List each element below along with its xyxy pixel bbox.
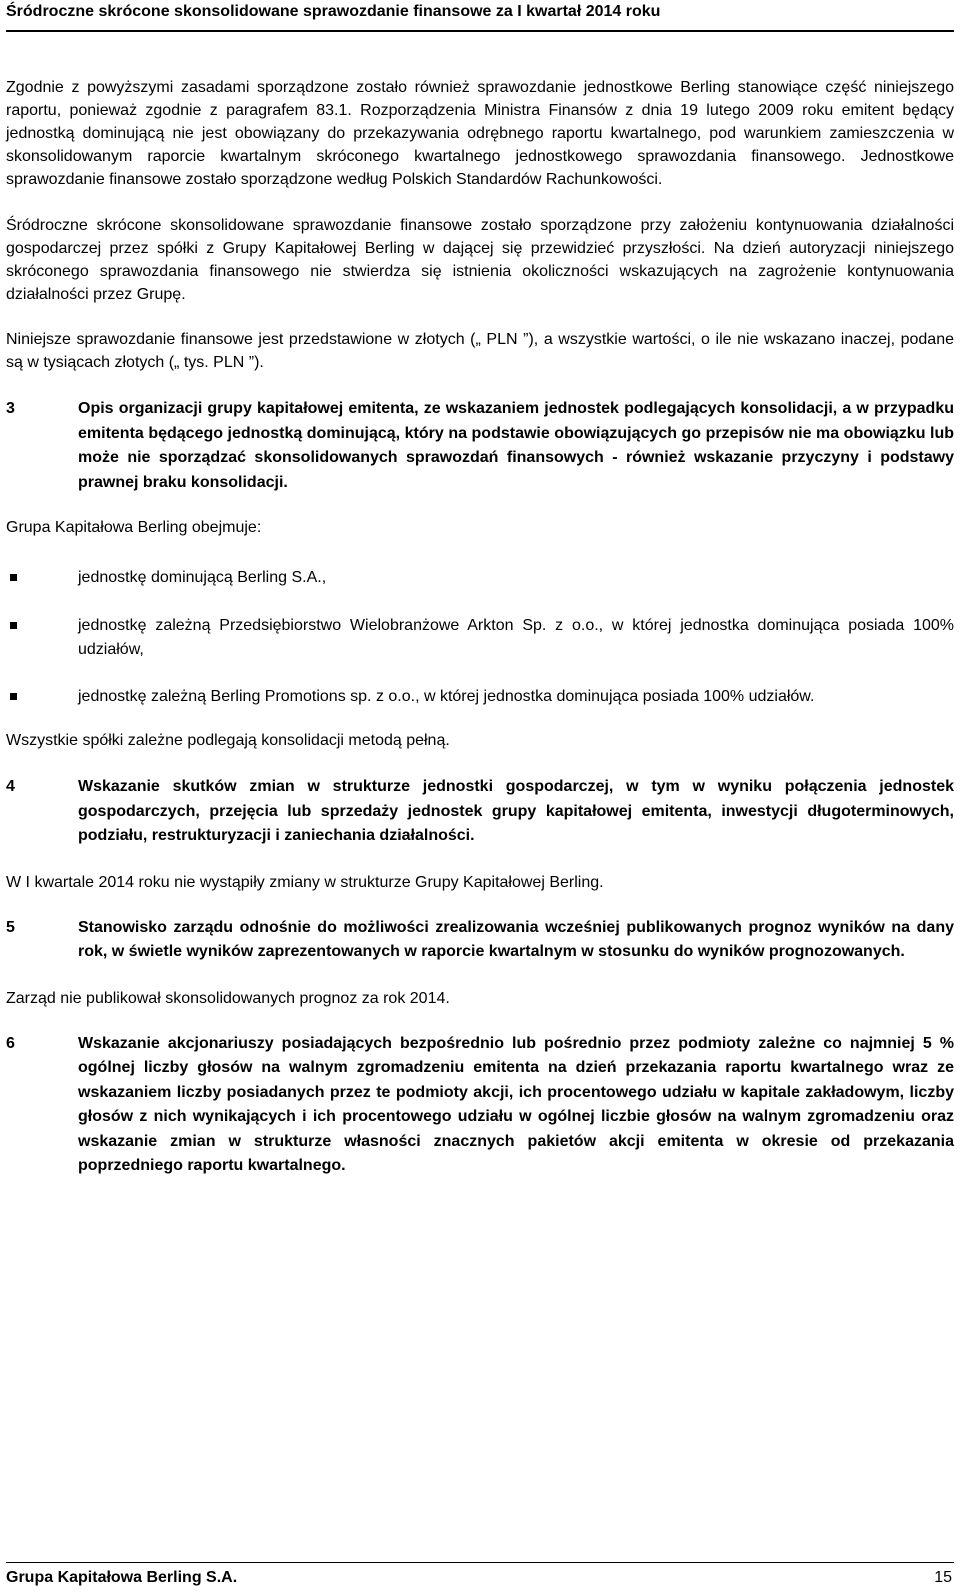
page-number: 15: [934, 1569, 952, 1586]
section-title: Opis organizacji grupy kapitałowej emitenta, ze wskazaniem jednostek podlegających konsolidacji, a w przypadku emitenta będącego jednostką dominującą, który na podstawie obowiązujących go przepisów nie ma obowiązku lub może nie sporządzać skonsolidowanych sprawozdań finansowych - również wskazanie przyczyny i podstawy prawnej braku konsolidacji.: [78, 400, 954, 491]
bullet-square-icon: [6, 566, 78, 590]
paragraph-consolidation-method: Wszystkie spółki zależne podlegają konsolidacji metodą pełną.: [6, 732, 450, 749]
section-6-heading: [6, 1032, 954, 1179]
section-number: 5: [6, 918, 15, 936]
header-rule: [6, 30, 954, 32]
bullet-square-icon: [6, 685, 78, 709]
paragraph-currency: Niniejsze sprawozdanie finansowe jest przedstawione w złotych („ PLN ”), a wszystkie wartości, o ile nie wskazano inaczej, podane są w tysiącach złotych („ tys. PLN ”).: [6, 331, 954, 371]
section-4-heading: [6, 775, 954, 849]
section-3-heading: [6, 397, 954, 495]
section-5-heading: [6, 916, 954, 965]
list-item-text: jednostkę zależną Berling Promotions sp. z o.o., w której jednostka dominująca posiada 100% udziałów.: [78, 688, 815, 705]
section-number: 6: [6, 1034, 15, 1052]
page-header-title: Śródroczne skrócone skonsolidowane sprawozdanie finansowe za I kwartał 2014 roku: [6, 3, 661, 20]
footer-company-name: Grupa Kapitałowa Berling S.A.: [6, 1569, 238, 1586]
section-title: Wskazanie akcjonariuszy posiadających bezpośrednio lub pośrednio przez podmioty zależne co najmniej 5 % ogólnej liczby głosów na walnym zgromadzeniu emitenta na dzień przekazania raportu kwartalnego wraz ze wskazaniem liczby posiadanych przez te podmioty akcji, ich procentowego udziału w kapitale zakładowym, liczby głosów z nich wynikających i ich procentowego udziału w ogólnej liczbie głosów na walnym zgromadzeniu oraz wskazanie zmian w strukturze własności znacznych pakietów akcji emitenta w okresie od przekazania poprzedniego raportu kwartalnego.: [78, 1034, 954, 1174]
section-title: Wskazanie skutków zmian w strukturze jednostki gospodarczej, w tym w wyniku połączenia jednostek gospodarczych, przejęcia lub sprzedaży jednostek grupy kapitałowej emitenta, inwestycji długoterminowych, podziału, restrukturyzacji i zaniechania działalności.: [78, 778, 954, 844]
paragraph-no-forecasts: Zarząd nie publikował skonsolidowanych prognoz za rok 2014.: [6, 989, 450, 1007]
paragraph-standalone-statements: Zgodnie z powyższymi zasadami sporządzone zostało również sprawozdanie jednostkowe Berling stanowiące część niniejszego raportu, ponieważ zgodnie z paragrafem 83.1. Rozporządzenia Ministra Finansów z dnia 19 lutego 2009 roku emitent będący jednostką dominującą nie jest obowiązany do przekazywania odrębnego raportu kwartalnego, pod warunkiem zamieszczenia w skonsolidowanym raporcie kwartalnym skróconego kwartalnego jednostkowego sprawozdania finansowego. Jednostkowe sprawozdanie finansowe zostało sporządzone według Polskich Standardów Rachunkowości.: [6, 79, 954, 188]
list-item-text: jednostkę dominującą Berling S.A.,: [78, 569, 327, 586]
section-number: 4: [6, 778, 15, 795]
list-item: [6, 566, 954, 590]
footer-rule: [6, 1562, 954, 1563]
paragraph-going-concern: Śródroczne skrócone skonsolidowane sprawozdanie finansowe zostało sporządzone przy założeniu kontynuowania działalności gospodarczej przez spółki z Grupy Kapitałowej Berling w dającej się przewidzieć przyszłości. Na dzień autoryzacji niniejszego skróconego sprawozdania finansowego nie stwierdza się istnienia okoliczności wskazujących na zagrożenie kontynuowania działalności przez Grupę.: [6, 217, 954, 303]
bullet-square-icon: [6, 614, 78, 662]
paragraph-no-changes: W I kwartale 2014 roku nie wystąpiły zmiany w strukturze Grupy Kapitałowej Berling.: [6, 873, 604, 891]
list-item: [6, 685, 954, 709]
list-item-text: jednostkę zależną Przedsiębiorstwo Wielobranżowe Arkton Sp. z o.o., w której jednostka dominująca posiada 100% udziałów,: [78, 617, 954, 658]
section-number: 3: [6, 400, 15, 417]
document-body: [6, 76, 954, 1179]
paragraph-group-intro: Grupa Kapitałowa Berling obejmuje:: [6, 519, 262, 536]
list-item: [6, 614, 954, 662]
section-title: Stanowisko zarządu odnośnie do możliwości zrealizowania wcześniej publikowanych prognoz wyników na dany rok, w świetle wyników zaprezentowanych w raporcie kwartalnym w stosunku do wyników prognozowanych.: [78, 918, 954, 960]
